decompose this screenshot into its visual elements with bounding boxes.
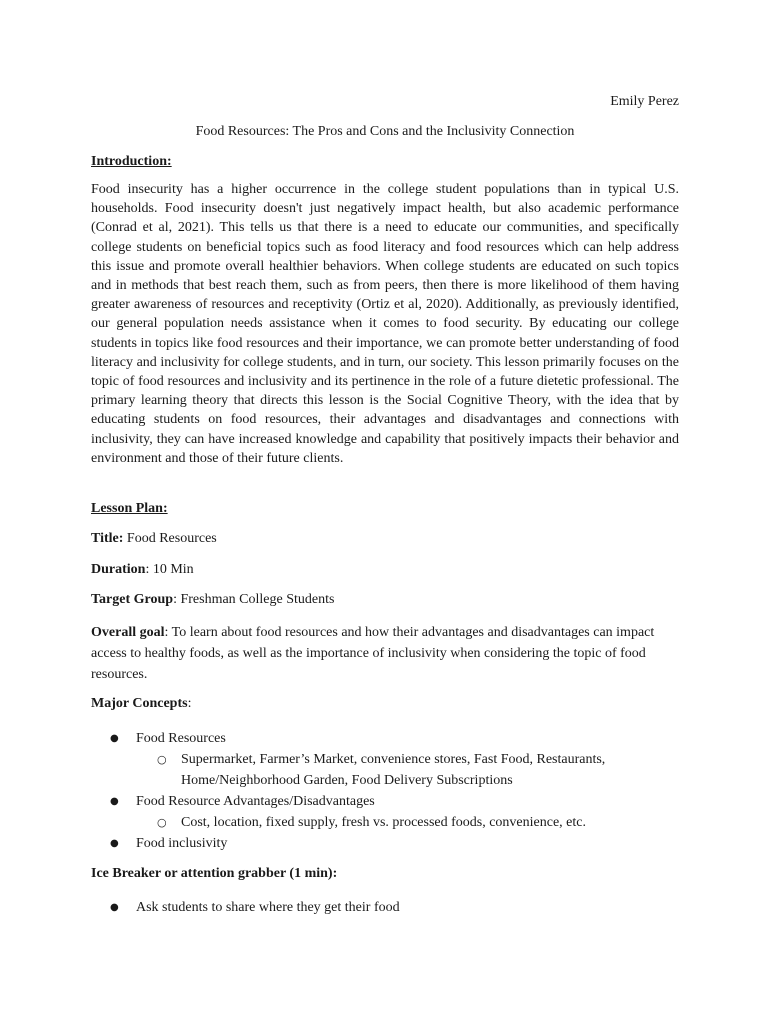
ice-breaker-list — [91, 897, 679, 918]
major-concepts-heading — [91, 695, 191, 713]
overall-goal-paragraph — [91, 622, 661, 685]
list-item: ● Food inclusivity — [91, 833, 679, 854]
overall-goal-value: : To learn about food resources and how their advantages and disadvantages can impact access to healthy foods, as well as the importance of inclusivity when considering the topic of food resources. — [91, 625, 655, 682]
list-item: ● Food Resource Advantages/Disadvantages — [91, 791, 679, 812]
major-concepts-heading-colon: : — [187, 696, 192, 711]
introduction-paragraph: Food insecurity has a higher occurrence in the college student populations than in typical U.S. households. Food insecurity doesn't just negatively impact health, but also academic performance (Conrad et al, 2021). This tells us that there is a need to educate our communities, and specifically college students on beneficial topics such as food literacy and food resources which can help address this issue and promote overall healthier behaviors. When college students are educated on such topics and in methods that best reach them, such as from peers, then there is more likelihood of them having greater awareness of resources and receptivity (Ortiz et al, 2020). Additionally, as previously identified, our general population needs assistance when it comes to food security. By educating our college students in topics like food resources and their importance, we can promote better understanding of food literacy and inclusivity for college students, and in turn, our society. This lesson primarily focuses on the topic of food resources and inclusivity and its pertinence in the role of a future dietetic professional. The primary learning theory that directs this lesson is the Social Cognitive Theory, with the idea that by educating students on food resources, their advantages and disadvantages and connections with inclusivity, they can have increased knowledge and capability that positively impacts their behavior and environment and those of their future clients. — [91, 182, 679, 466]
major-concepts-heading-text: Major Concepts — [91, 696, 188, 711]
list-item: ● Ask students to share where they get their food — [91, 897, 679, 918]
target-group-label: Target Group — [91, 592, 174, 607]
author-name: Emily Perez — [610, 94, 679, 109]
lesson-plan-heading: Lesson Plan: — [91, 501, 168, 516]
major-concepts-list — [91, 728, 679, 854]
document-title: Food Resources: The Pros and Cons and the Inclusivity Connection — [195, 124, 575, 139]
introduction-heading: Introduction: — [91, 154, 172, 169]
list-item: ● Food Resources — [91, 728, 679, 749]
lesson-title-label: Title: — [91, 531, 124, 546]
target-group-line — [91, 591, 679, 609]
list-subitem: ○ Supermarket, Farmer’s Market, convenience stores, Fast Food, Restaurants, Home/Neighborhood Garden, Food Delivery Subscriptions — [91, 749, 679, 791]
overall-goal-label: Overall goal — [91, 625, 165, 640]
ice-breaker-heading: Ice Breaker or attention grabber (1 min): — [91, 866, 338, 881]
list-subitem: ○ Cost, location, fixed supply, fresh vs. processed foods, convenience, etc. — [91, 812, 679, 833]
lesson-title-line — [91, 530, 679, 548]
duration-value: : 10 Min — [145, 562, 194, 577]
duration-line — [91, 561, 679, 579]
duration-label: Duration — [91, 562, 146, 577]
lesson-title-value: Food Resources — [123, 531, 217, 546]
target-group-value: : Freshman College Students — [173, 592, 335, 607]
